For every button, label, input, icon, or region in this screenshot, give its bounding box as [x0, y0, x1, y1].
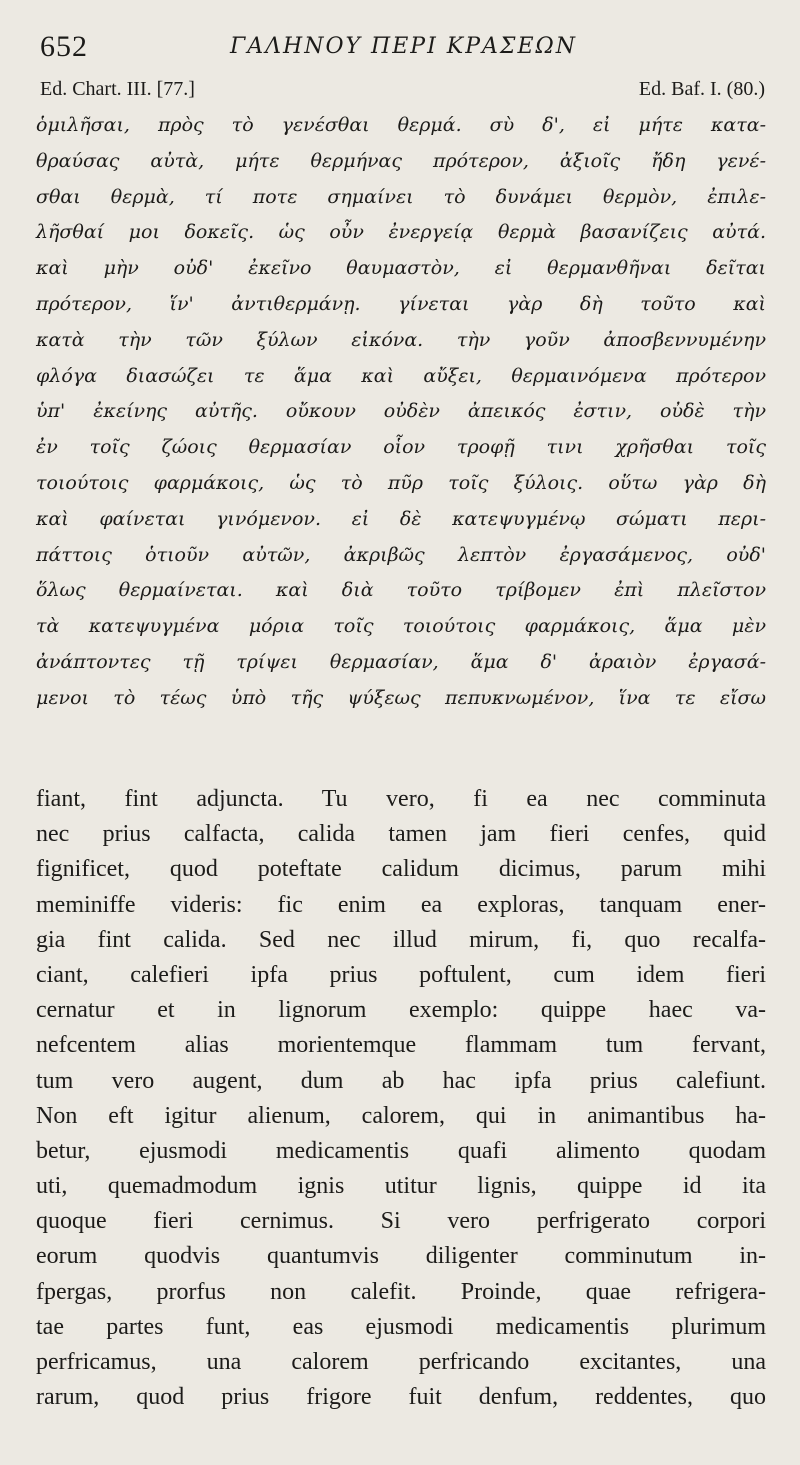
greek-line: καὶ μὴν οὐδ' ἐκεῖνο θαυμαστὸν, εἰ θερμανθῆναι δεῖται	[36, 257, 766, 280]
latin-line: perfricamus, una calorem perfricando excitantes, una	[36, 1349, 766, 1375]
edition-ref-chartier: Ed. Chart. III. [77.]	[40, 78, 195, 100]
latin-line: nefcentem alias morientemque flammam tum fervant,	[36, 1032, 766, 1059]
latin-line: rarum, quod prius frigore fuit denfum, reddentes, quo	[36, 1384, 766, 1411]
page-header	[40, 30, 770, 70]
edition-ref-basel: Ed. Baf. I. (80.)	[638, 78, 765, 100]
latin-line: cernatur et in lignorum exemplo: quippe haec va-	[36, 997, 766, 1024]
latin-line: fiant, fint adjuncta. Tu vero, fi ea nec comminuta	[36, 786, 766, 812]
greek-line: ὁμιλῆσαι, πρὸς τὸ γενέσθαι θερμά. σὺ δ', εἰ μήτε κατα-	[36, 114, 766, 136]
latin-line: Non eft igitur alienum, calorem, qui in animantibus ha-	[36, 1102, 766, 1129]
latin-line: ciant, calefieri ipfa prius poftulent, cum idem fieri	[36, 961, 766, 988]
latin-line: gia fint calida. Sed nec illud mirum, fi, quo recalfa-	[36, 926, 766, 953]
latin-line: fignificet, quod poteftate calidum dicimus, parum mihi	[36, 856, 766, 883]
latin-text-block	[36, 782, 766, 1415]
latin-line: nec prius calfacta, calida tamen jam fieri cenfes, quid	[36, 821, 766, 848]
greek-line: λῆσθαί μοι δοκεῖς. ὡς οὖν ἐνεργείᾳ θερμὰ βασανίζεις αὐτά.	[36, 221, 766, 244]
greek-text-block	[36, 108, 766, 717]
greek-line: πάττοις ὁτιοῦν αὐτῶν, ἀκριβῶς λεπτὸν ἐργασάμενος, οὐδ'	[36, 543, 766, 566]
latin-line: meminiffe videris: fic enim ea exploras, tanquam ener-	[36, 891, 766, 918]
greek-line: ἀνάπτοντες τῇ τρίψει θερμασίαν, ἅμα δ' ἀραιὸν ἐργασά-	[36, 650, 766, 673]
latin-line: quoque fieri cernimus. Si vero perfrigerato corpori	[36, 1208, 766, 1235]
greek-line: κατὰ τὴν τῶν ξύλων εἰκόνα. τὴν γοῦν ἀποσβεννυμένην	[36, 328, 766, 351]
greek-line: τὰ κατεψυγμένα μόρια τοῖς τοιούτοις φαρμάκοις, ἅμα μὲν	[36, 615, 766, 638]
greek-line: ὅλως θερμαίνεται. καὶ διὰ τοῦτο τρίβομεν ἐπὶ πλεῖστον	[36, 579, 766, 602]
greek-line: μενοι τὸ τέως ὑπὸ τῆς ψύξεως πεπυκνωμένον, ἵνα τε εἴσω	[36, 686, 766, 709]
greek-line: ἐν τοῖς ζώοις θερμασίαν οἷον τροφῇ τινι χρῆσθαι τοῖς	[36, 436, 766, 459]
latin-line: tae partes funt, eas ejusmodi medicamentis plurimum	[36, 1313, 766, 1340]
latin-line: tum vero augent, dum ab hac ipfa prius calefiunt.	[36, 1067, 766, 1094]
greek-line: τοιούτοις φαρμάκοις, ὡς τὸ πῦρ τοῖς ξύλοις. οὕτω γὰρ δὴ	[36, 471, 766, 494]
latin-line: fpergas, prorfus non calefit. Proinde, quae refrigera-	[36, 1278, 766, 1305]
greek-line: σθαι θερμὰ, τί ποτε σημαίνει τὸ δυνάμει θερμὸν, ἐπιλε-	[36, 185, 766, 208]
latin-line: uti, quemadmodum ignis utitur lignis, quippe id ita	[36, 1173, 766, 1200]
latin-line: betur, ejusmodi medicamentis quafi alimento quodam	[36, 1137, 766, 1164]
latin-line: eorum quodvis quantumvis diligenter comminutum in-	[36, 1243, 766, 1270]
greek-line: ὑπ' ἐκείνης αὐτῆς. οὔκουν οὐδὲν ἀπεικός ἐστιν, οὐδὲ τὴν	[36, 400, 766, 423]
page-number: 652	[40, 30, 88, 63]
running-head: ΓΑΛΗΝΟΥ ΠΕΡΙ ΚΡΑΣΕΩΝ	[230, 34, 577, 59]
greek-line: φλόγα διασώζει τε ἅμα καὶ αὔξει, θερμαινόμενα πρότερον	[36, 364, 766, 387]
edition-reference-line	[40, 78, 765, 108]
greek-line: καὶ φαίνεται γινόμενον. εἰ δὲ κατεψυγμένῳ σώματι περι-	[36, 507, 766, 530]
greek-line: πρότερον, ἵν' ἀντιθερμάνῃ. γίνεται γὰρ δὴ τοῦτο καὶ	[36, 292, 766, 315]
greek-line: θραύσας αὐτὰ, μήτε θερμήνας πρότερον, ἀξιοῖς ἤδη γενέ-	[36, 149, 766, 172]
